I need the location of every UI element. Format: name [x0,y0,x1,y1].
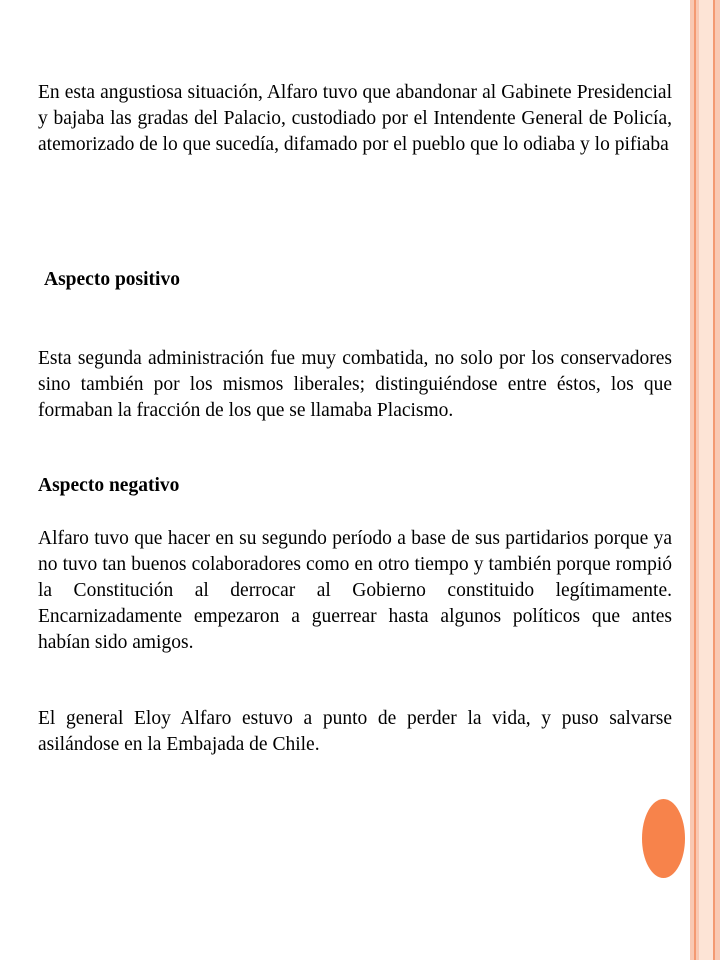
heading-aspecto-positivo: Aspecto positivo [44,269,180,290]
orange-oval-decoration [642,799,685,878]
paragraph-conclusion: El general Eloy Alfaro estuvo a punto de perder la vida, y puso salvarse asilándose en la Embajada de Chile. [38,708,672,755]
right-border-inner-band [699,0,713,960]
paragraph-negative: Alfaro tuvo que hacer en su segundo período a base de sus partidarios porque ya no tuvo tan buenos colaboradores como en otro tiempo y también porque rompió la Constitución al derrocar al Gobierno constituido legítimamente. Encarnizadamente empezaron a guerrear hasta algunos políticos que antes habían sido amigos. [38,528,672,653]
right-border-line-inner [713,0,715,960]
paragraph-situation: En esta angustiosa situación, Alfaro tuvo que abandonar al Gabinete Presidencial y bajaba las gradas del Palacio, custodiado por el Intendente General de Policía, atemorizado de lo que sucedía, difamado por el pueblo que lo odiaba y lo pifiaba [38,82,672,155]
right-border-line-outer [694,0,696,960]
paragraph-positive: Esta segunda administración fue muy combatida, no solo por los conservadores sino también por los mismos liberales; distinguiéndose entre éstos, los que formaban la fracción de los que se llamaba Placismo. [38,348,672,421]
heading-aspecto-negativo: Aspecto negativo [38,475,180,496]
